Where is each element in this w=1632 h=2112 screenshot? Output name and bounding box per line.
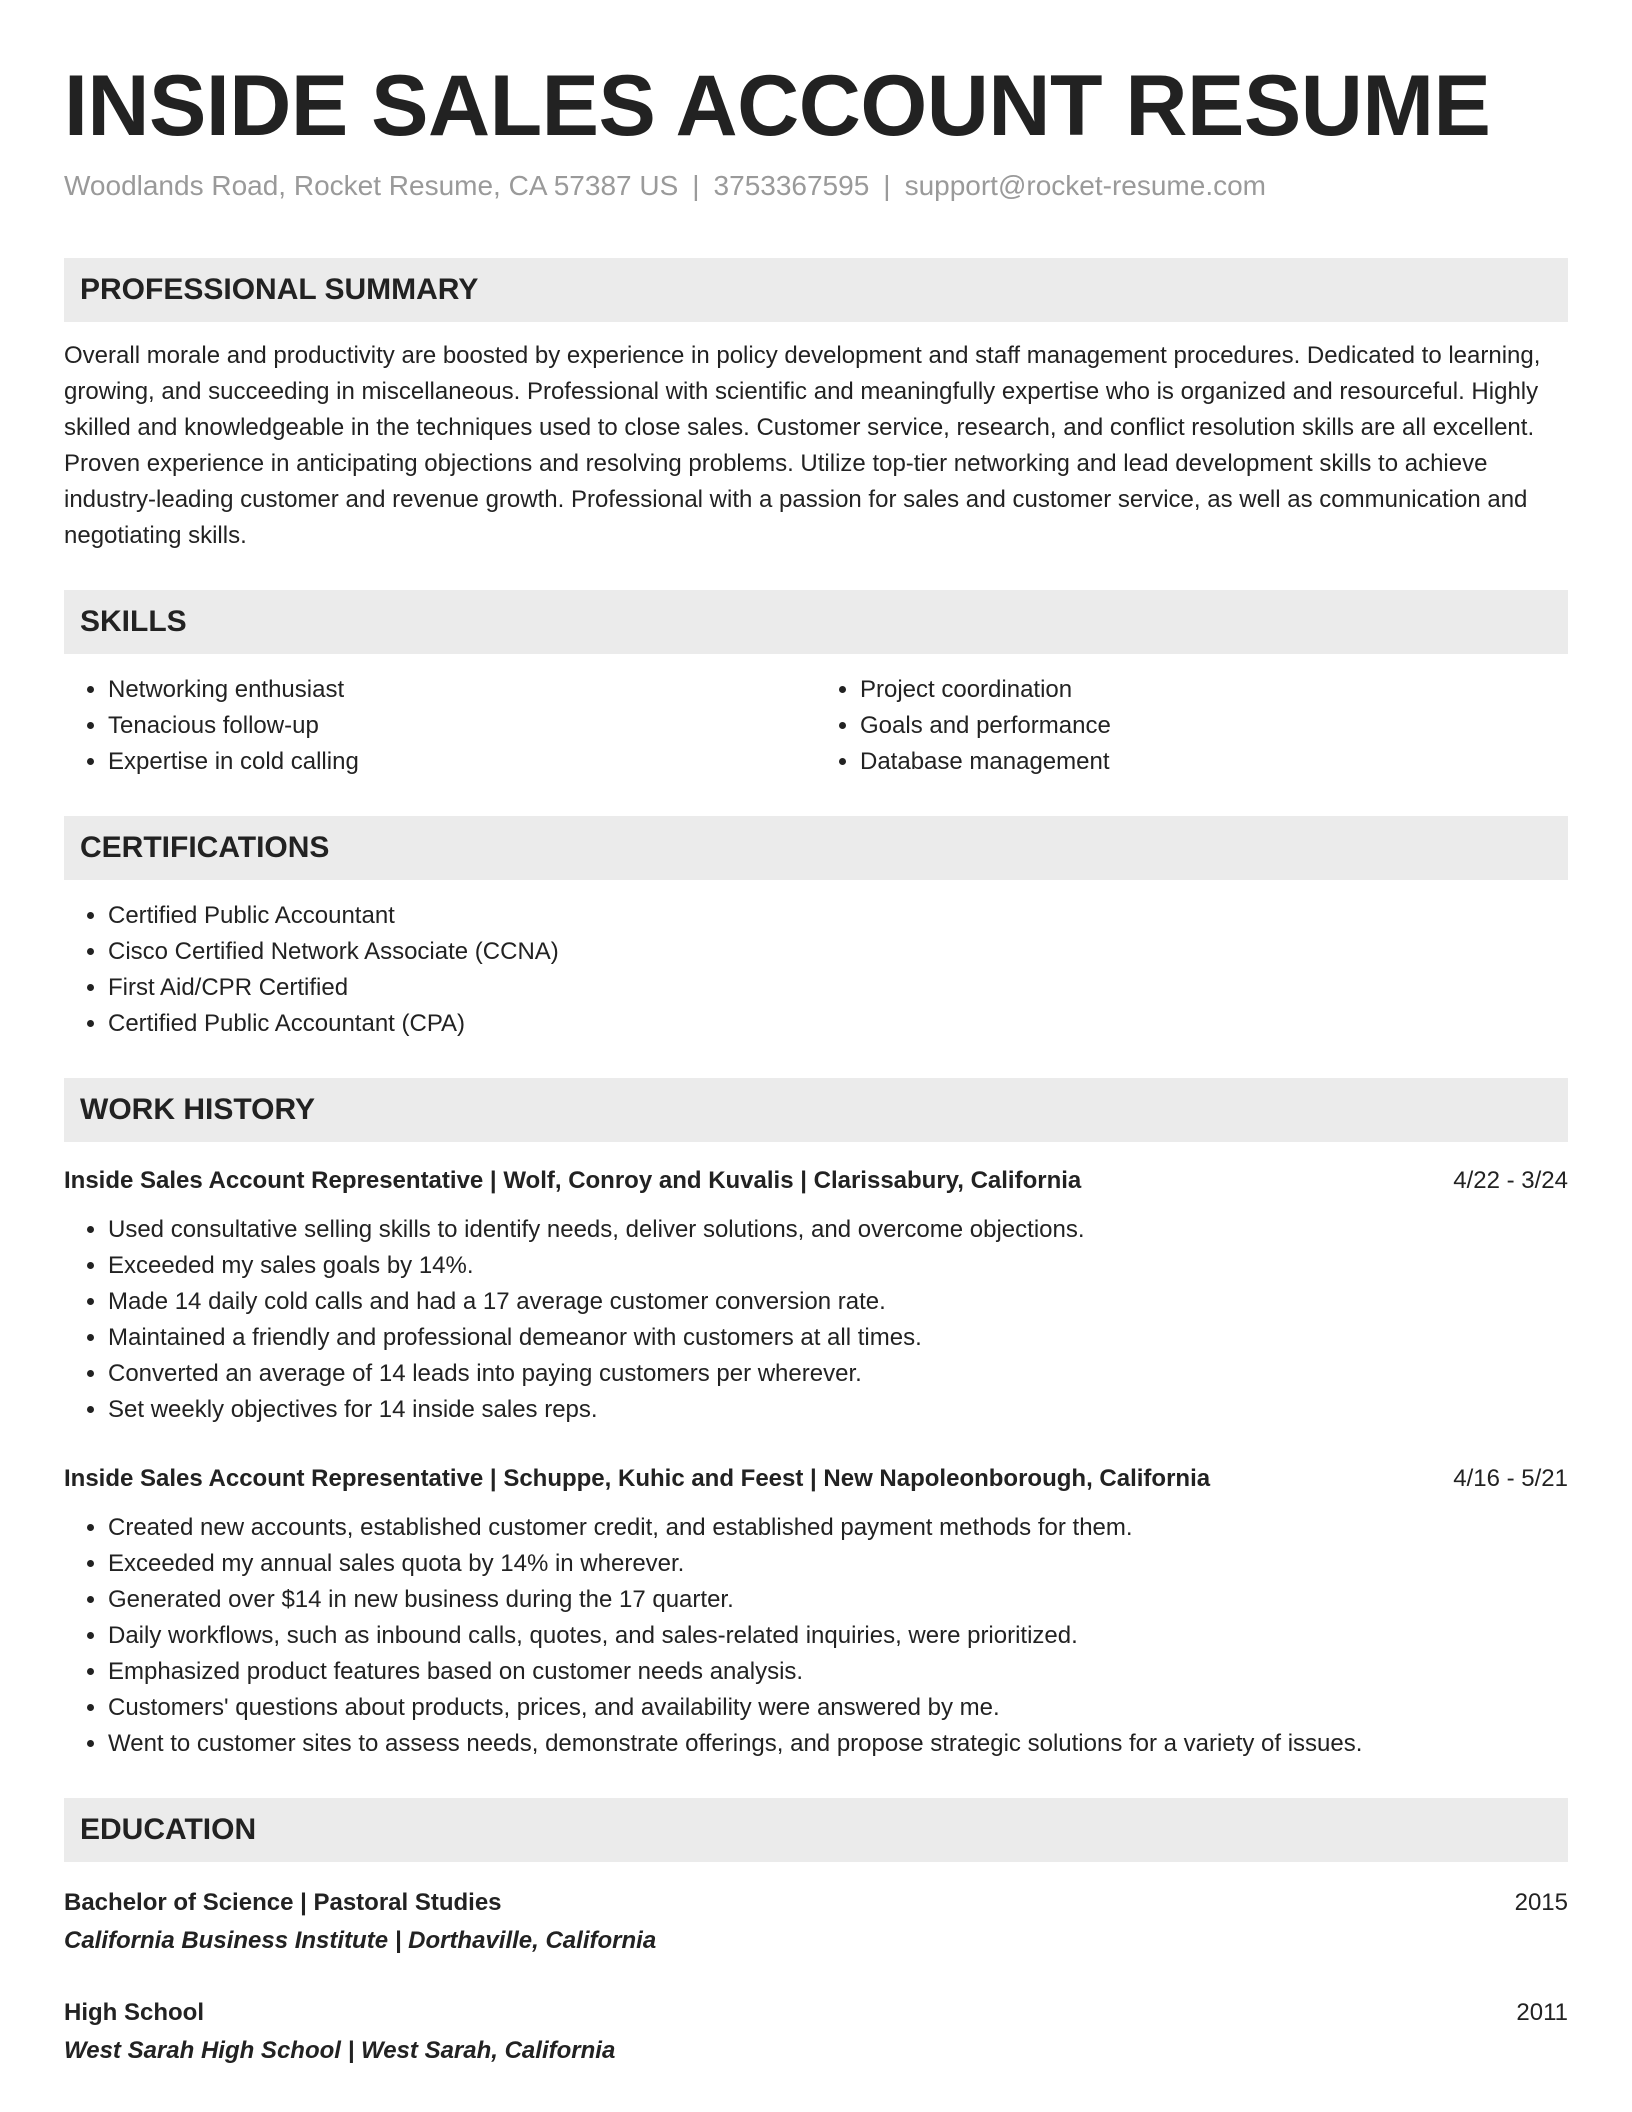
- skills-list-left: [64, 672, 816, 780]
- skill-item: • Database management: [860, 744, 1568, 780]
- job-bullet: • Converted an average of 14 leads into paying customers per wherever.: [108, 1356, 1568, 1392]
- job-bullets: [64, 1510, 1568, 1762]
- job-bullet: • Made 14 daily cold calls and had a 17 average customer conversion rate.: [108, 1284, 1568, 1320]
- job-bullet: • Customers' questions about products, prices, and availability were answered by me.: [108, 1690, 1568, 1726]
- job-bullet: • Exceeded my sales goals by 14%.: [108, 1248, 1568, 1284]
- education-school: California Business Institute | Dorthaville, California: [64, 1927, 657, 1954]
- job-header: [64, 1462, 1568, 1496]
- section-header-skills: SKILLS: [64, 590, 1568, 654]
- certification-item: • Cisco Certified Network Associate (CCNA): [108, 934, 1568, 970]
- skill-item: • Project coordination: [860, 672, 1568, 708]
- skill-item: • Tenacious follow-up: [108, 708, 816, 744]
- certification-item: • Certified Public Accountant (CPA): [108, 1006, 1568, 1042]
- contact-line: [64, 168, 1568, 204]
- job-header: [64, 1164, 1568, 1198]
- job-bullet: • Set weekly objectives for 14 inside sales reps.: [108, 1392, 1568, 1428]
- job-bullet: • Went to customer sites to assess needs, demonstrate offerings, and propose strategic solutions for a variety of issues.: [108, 1726, 1568, 1762]
- job-bullet: • Daily workflows, such as inbound calls, quotes, and sales-related inquiries, were prioritized.: [108, 1618, 1568, 1654]
- contact-email: support@rocket-resume.com: [904, 170, 1266, 201]
- job-bullet: • Emphasized product features based on customer needs analysis.: [108, 1654, 1568, 1690]
- job-dates: 4/22 - 3/24: [1453, 1167, 1568, 1194]
- certification-item: • Certified Public Accountant: [108, 898, 1568, 934]
- job-bullets: [64, 1212, 1568, 1428]
- education-degree: Bachelor of Science | Pastoral Studies: [64, 1889, 502, 1916]
- skill-item: • Expertise in cold calling: [108, 744, 816, 780]
- job-dates: 4/16 - 5/21: [1453, 1465, 1568, 1492]
- summary-text: Overall morale and productivity are boosted by experience in policy development and staff management procedures. Dedicated to learning, growing, and succeeding in miscellaneous. Professional with scientific and meaningfully expertise who is organized and resourceful. Highly skilled and knowledgeable in the techniques used to close sales. Customer service, research, and conflict resolution skills are all excellent. Proven experience in anticipating objections and resolving problems. Utilize top-tier networking and lead development skills to achieve industry-leading customer and revenue growth. Professional with a passion for sales and customer service, as well as communication and negotiating skills.: [64, 342, 1541, 549]
- section-header-education: EDUCATION: [64, 1798, 1568, 1862]
- contact-separator: |: [883, 170, 891, 201]
- certification-item: • First Aid/CPR Certified: [108, 970, 1568, 1006]
- contact-separator: |: [692, 170, 700, 201]
- education-entry: [64, 1884, 1568, 1960]
- job-bullet: • Generated over $14 in new business during the 17 quarter.: [108, 1582, 1568, 1618]
- job-bullet: • Used consultative selling skills to identify needs, deliver solutions, and overcome objections.: [108, 1212, 1568, 1248]
- skills-list-right: [816, 672, 1568, 780]
- skills-columns: [64, 672, 1568, 780]
- skill-item: • Goals and performance: [860, 708, 1568, 744]
- job-entry: [64, 1164, 1568, 1428]
- job-title: Inside Sales Account Representative | Wolf, Conroy and Kuvalis | Clarissabury, California: [64, 1167, 1082, 1194]
- education-entry: [64, 1994, 1568, 2070]
- resume-title: INSIDE SALES ACCOUNT RESUME: [64, 58, 1491, 154]
- education-year: 2011: [1516, 1999, 1568, 2026]
- contact-phone: 3753367595: [713, 170, 870, 201]
- skill-item: • Networking enthusiast: [108, 672, 816, 708]
- education-degree: High School: [64, 1999, 204, 2026]
- education-year: 2015: [1514, 1889, 1568, 1916]
- job-entry: [64, 1462, 1568, 1762]
- section-header-work-history: WORK HISTORY: [64, 1078, 1568, 1142]
- section-header-certifications: CERTIFICATIONS: [64, 816, 1568, 880]
- education-school: West Sarah High School | West Sarah, California: [64, 2037, 616, 2064]
- job-bullet: • Exceeded my annual sales quota by 14% in wherever.: [108, 1546, 1568, 1582]
- job-title: Inside Sales Account Representative | Schuppe, Kuhic and Feest | New Napoleonborough, California: [64, 1465, 1211, 1492]
- certifications-list: [64, 898, 1568, 1042]
- education-header: [64, 1994, 1568, 2032]
- job-bullet: • Maintained a friendly and professional demeanor with customers at all times.: [108, 1320, 1568, 1356]
- education-header: [64, 1884, 1568, 1922]
- contact-address: Woodlands Road, Rocket Resume, CA 57387 US: [64, 170, 679, 201]
- job-bullet: • Created new accounts, established customer credit, and established payment methods for them.: [108, 1510, 1568, 1546]
- section-header-summary: PROFESSIONAL SUMMARY: [64, 258, 1568, 322]
